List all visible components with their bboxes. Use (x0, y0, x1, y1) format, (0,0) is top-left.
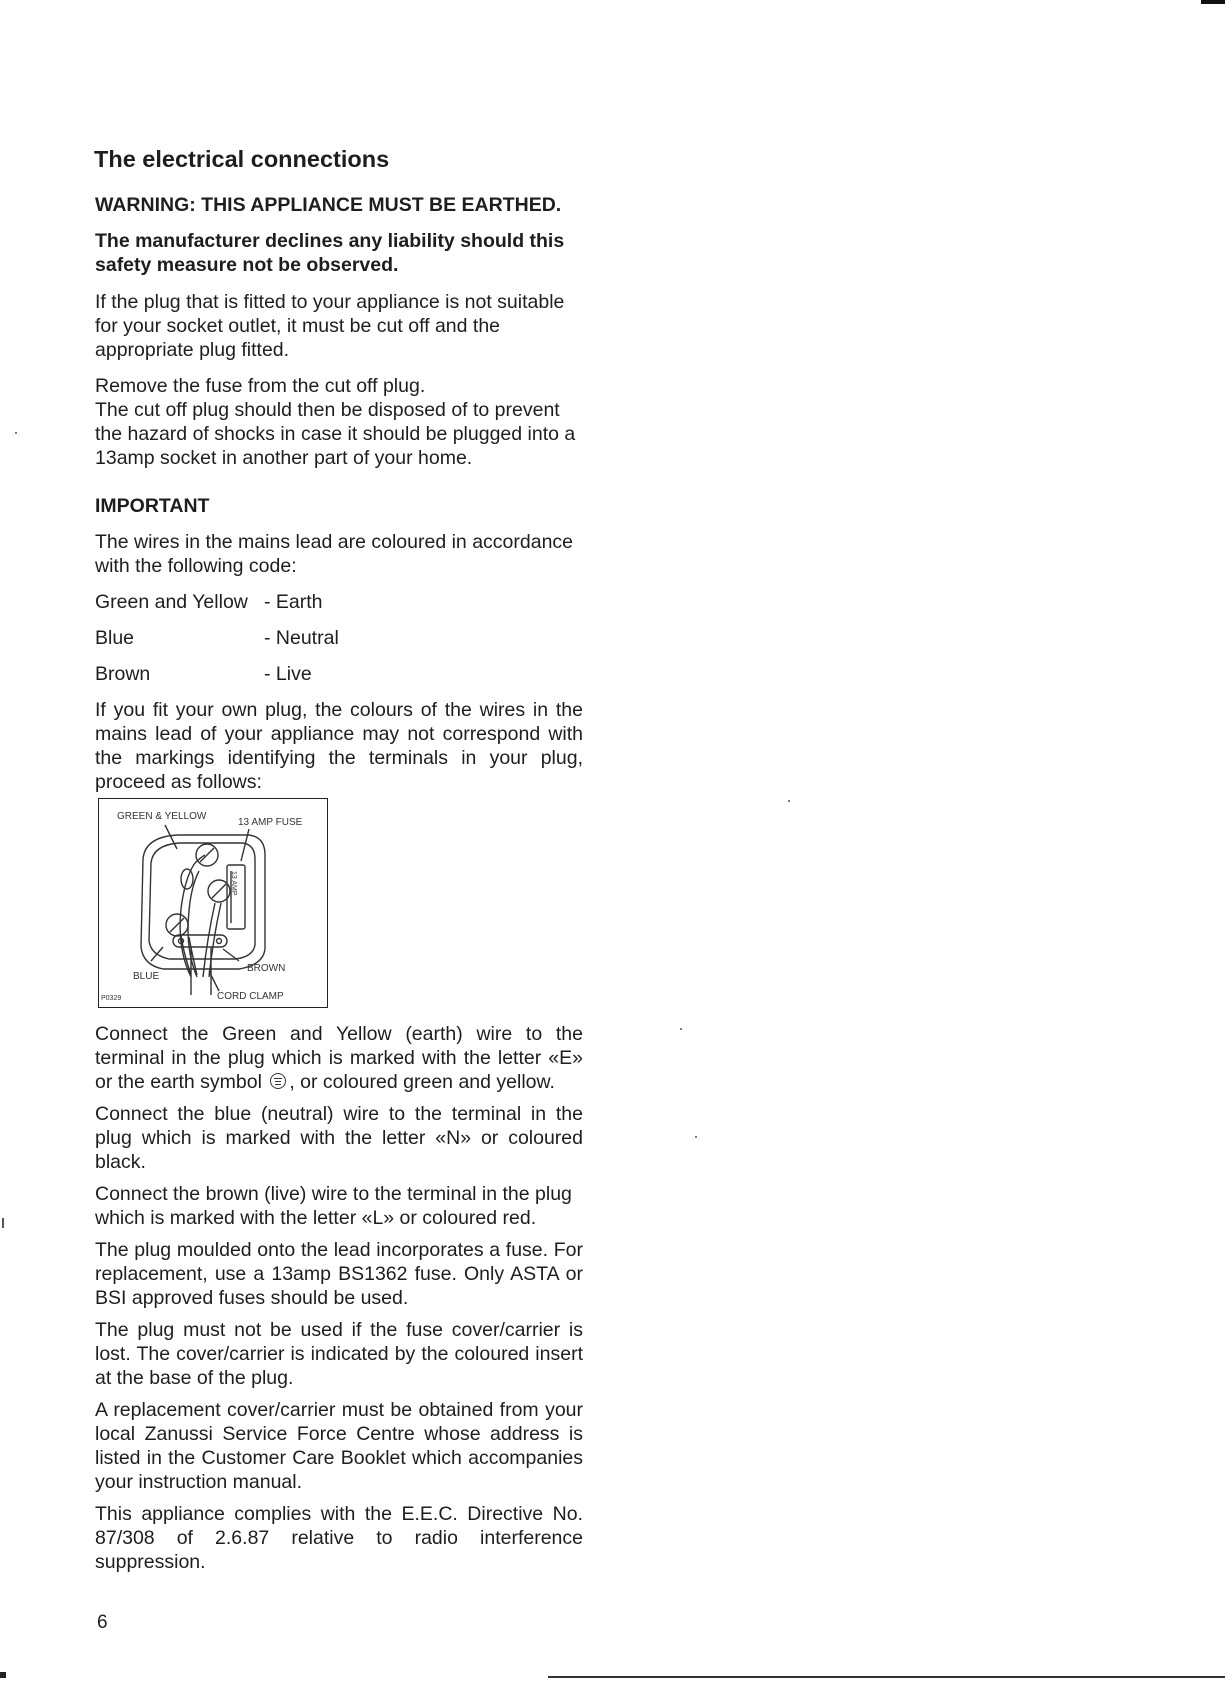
paragraph-connect-live: Connect the brown (live) wire to the terminal in the plug which is marked with the letter «L» or coloured red. (95, 1183, 572, 1229)
wire-colour: Green and Yellow (95, 591, 248, 613)
wire-colour: Blue (95, 627, 135, 649)
paragraph-remove-fuse: Remove the fuse from the cut off plug. (95, 375, 426, 397)
page-number: 6 (97, 1612, 108, 1633)
paragraph-connect-earth (95, 1022, 583, 1094)
wire-meaning: - Neutral (264, 627, 339, 649)
paragraph-wire-code-intro: The wires in the mains lead are coloured in accordance with the following code: (95, 531, 574, 577)
liability-notice: The manufacturer declines any liability should this safety measure not be observed. (95, 230, 565, 276)
important-heading: IMPORTANT (95, 495, 210, 517)
scan-speck (788, 800, 790, 802)
wire-meaning: - Earth (264, 591, 323, 613)
scan-speck (695, 1136, 697, 1138)
scan-speck (15, 432, 17, 434)
figure-code: P0329 (101, 995, 122, 1002)
label-13-amp-fuse: 13 AMP FUSE (238, 817, 303, 828)
label-blue: BLUE (133, 971, 160, 982)
paragraph-fuse-cover: The plug must not be used if the fuse cover/carrier is lost. The cover/carrier is indicated by the coloured insert at the base of the plug. (95, 1319, 583, 1389)
scan-edge-mark (1201, 0, 1225, 4)
scan-speck (2, 1218, 4, 1228)
scan-edge-mark (0, 1672, 6, 1678)
paragraph-dispose-plug: The cut off plug should then be disposed of to prevent the hazard of shocks in case it should be plugged into a 13amp socket in another part of your home. (95, 399, 576, 469)
scan-edge-line (548, 1676, 1225, 1678)
wire-code-row-neutral (95, 626, 339, 650)
wire-colour: Brown (95, 663, 151, 685)
paragraph-plug-suitability: If the plug that is fitted to your appliance is not suitable for your socket outlet, it must be cut off and the appropriate plug fitted. (95, 291, 565, 361)
label-fuse-body: 13 AMP (230, 871, 237, 896)
paragraph-moulded-plug: The plug moulded onto the lead incorporates a fuse. For replacement, use a 13amp BS1362 fuse. Only ASTA or BSI approved fuses should be used. (95, 1239, 583, 1309)
paragraph-replacement: A replacement cover/carrier must be obtained from your local Zanussi Service Force Centre whose address is listed in the Customer Care Booklet which accompanies your instruction manual. (95, 1399, 583, 1493)
scan-speck (680, 1028, 682, 1030)
wire-meaning: - Live (264, 663, 312, 685)
warning-heading: WARNING: THIS APPLIANCE MUST BE EARTHED. (95, 194, 562, 216)
plug-wiring-diagram (98, 798, 328, 1008)
earth-text-a: Connect the Green and Yellow (earth) wire to the terminal in the plug which is marked with the letter «E» or the earth symbol (95, 1023, 583, 1093)
earth-symbol-icon (270, 1073, 286, 1089)
wire-code-row-live (95, 662, 312, 686)
paragraph-own-plug: If you fit your own plug, the colours of the wires in the mains lead of your appliance may not correspond with the markings identifying the terminals in your plug, proceed as follows: (95, 699, 583, 793)
label-green-yellow: GREEN & YELLOW (117, 811, 207, 822)
label-brown: BROWN (247, 963, 286, 974)
wire-code-row-earth (95, 590, 323, 614)
label-cord-clamp: CORD CLAMP (217, 991, 284, 1002)
earth-text-b: , or coloured green and yellow. (289, 1071, 555, 1093)
paragraph-eec-directive: This appliance complies with the E.E.C. Directive No. 87/308 of 2.6.87 relative to radio interference suppression. (95, 1503, 583, 1573)
page-title: The electrical connections (94, 146, 390, 172)
paragraph-connect-neutral: Connect the blue (neutral) wire to the terminal in the plug which is marked with the letter «N» or coloured black. (95, 1103, 583, 1173)
